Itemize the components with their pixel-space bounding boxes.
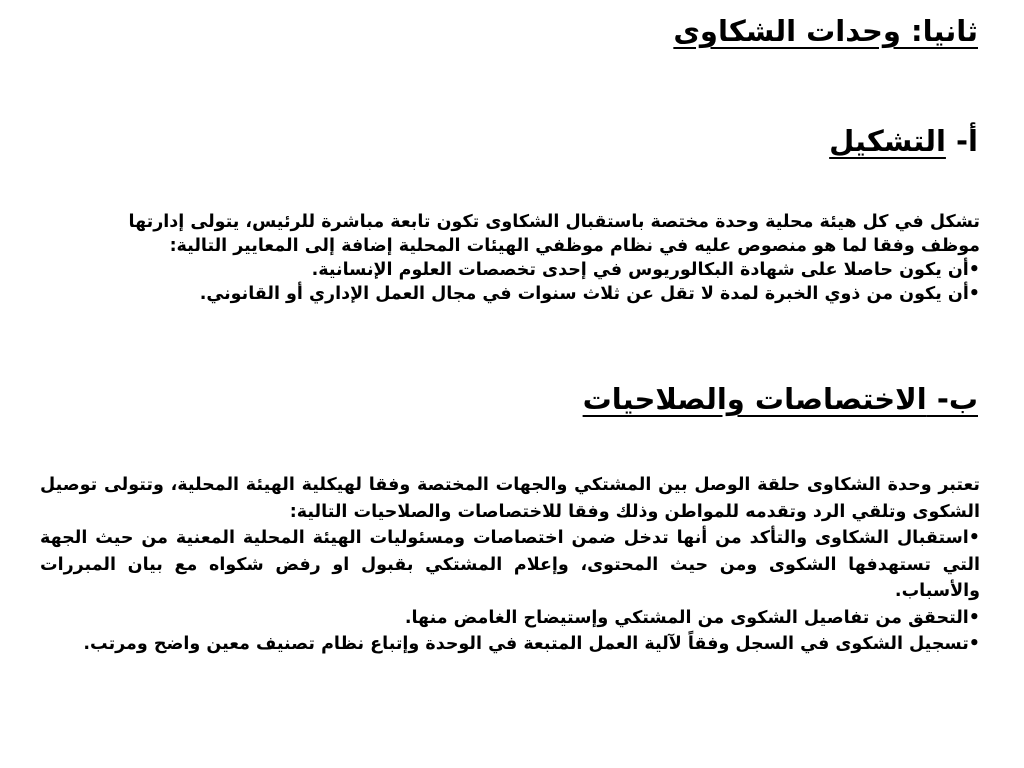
section-a-prefix: أ- bbox=[945, 124, 978, 158]
section-b-heading bbox=[583, 382, 978, 416]
section-a-intro-line-1: تشكل في كل هيئة محلية وحدة مختصة باستقبال الشكاوى تكون تابعة مباشرة للرئيس، يتولى إدارتها bbox=[128, 212, 980, 232]
section-a-intro-line-2: موظف وفقا لما هو منصوص عليه في نظام موظفي الهيئات المحلية إضافة إلى المعايير التالية: bbox=[169, 236, 980, 256]
section-a-heading bbox=[829, 124, 978, 158]
section-b-bullet-2: •التحقق من تفاصيل الشكوى من المشتكي وإستيضاح الغامض منها. bbox=[404, 607, 980, 628]
section-a-heading-text: التشكيل bbox=[829, 124, 946, 158]
section-b-heading-text: الاختصاصات والصلاحيات bbox=[582, 382, 927, 416]
section-a-bullet-2: •أن يكون من ذوي الخبرة لمدة لا تقل عن ثلاث سنوات في مجال العمل الإداري أو القانوني. bbox=[199, 284, 980, 304]
section-a-body bbox=[40, 210, 980, 306]
section-a-bullet-1: •أن يكون حاصلا على شهادة البكالوريوس في إحدى تخصصات العلوم الإنسانية. bbox=[311, 260, 980, 280]
section-b-prefix: ب- bbox=[926, 382, 978, 416]
slide-title: ثانيا: وحدات الشكاوى bbox=[673, 14, 978, 48]
section-b-bullet-3: •تسجيل الشكوى في السجل وفقاً لآلية العمل المتبعة في الوحدة وإتباع نظام تصنيف معين واضح ومرتب. bbox=[83, 634, 980, 654]
section-b-bullet-1: •استقبال الشكاوى والتأكد من أنها تدخل ضمن اختصاصات ومسئوليات الهيئة المحلية المعنية من حيث الجهة التي تستهدفها الشكوى ومن حيث المحتوى، وإعلام المشتكي بقبول او رفض شكواه مع بيان المبررات والأسباب. bbox=[40, 528, 980, 601]
section-b-body bbox=[40, 472, 980, 658]
section-b-intro: تعتبر وحدة الشكاوى حلقة الوصل بين المشتكي والجهات المختصة وفقا لهيكلية الهيئة المحلية، وتتولى توصيل الشكوى وتلقي الرد وتقدمه للمواطن وذلك وفقا للاختصاصات والصلاحيات التالية: bbox=[40, 475, 980, 522]
